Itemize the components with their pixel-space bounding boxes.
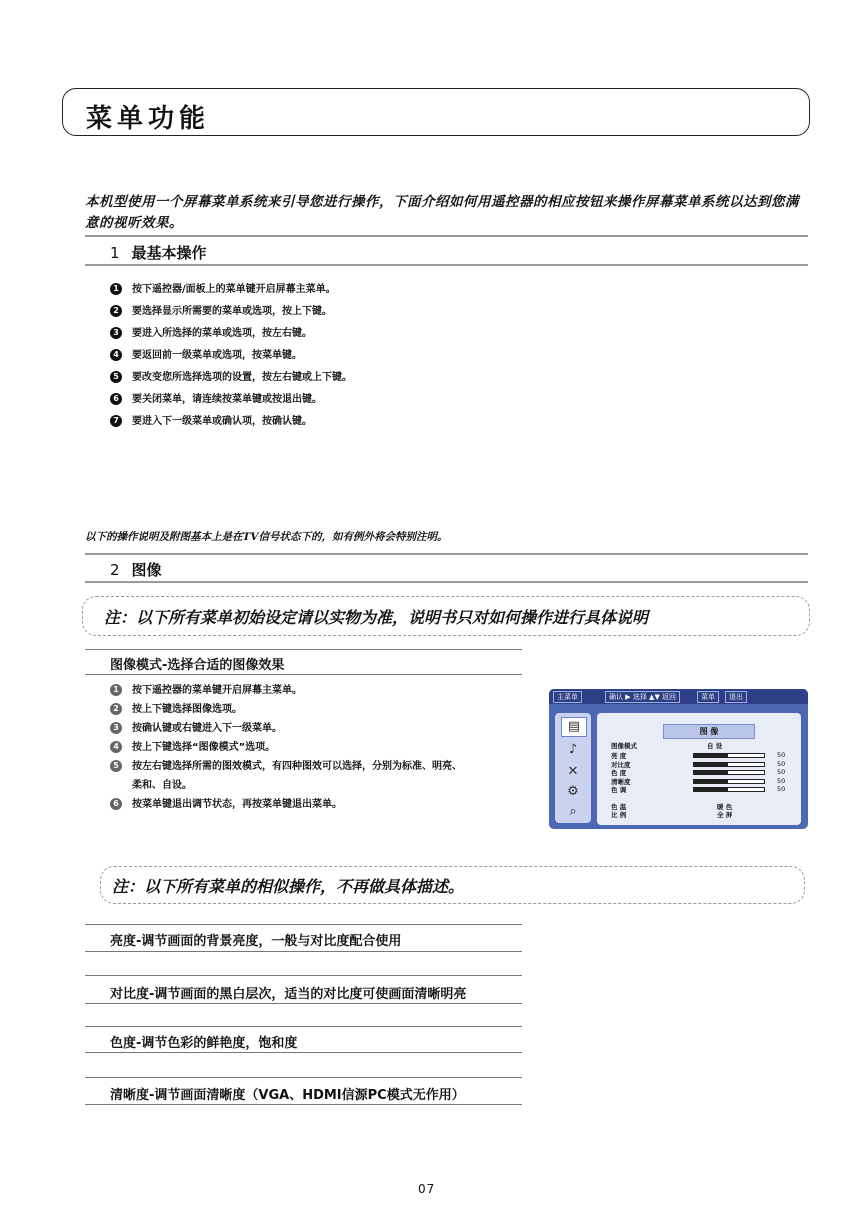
item-color: 色度-调节色彩的鲜艳度，饱和度 [110, 1036, 298, 1051]
step-text: 按左右键选择所需的图效模式，有四种图效可以选择，分别为标准、明亮、 [132, 761, 462, 772]
step-item [110, 326, 352, 342]
section1-steps [110, 282, 352, 430]
step-item [110, 304, 352, 320]
step-number: 3 [110, 327, 122, 339]
section2-steps [110, 681, 462, 814]
item-sharpness: 清晰度-调节画面清晰度（VGA、HDMI信源PC模式无作用） [110, 1088, 465, 1103]
step-item [110, 738, 462, 757]
tools-icon: ✕ [567, 764, 579, 779]
osd-icon-column [555, 713, 591, 823]
step-item [110, 370, 352, 386]
step-text: 要进入所选择的菜单或选项，按左右键。 [132, 328, 312, 339]
osd-row-value: 50 [777, 751, 786, 759]
search-icon: ⌕ [569, 804, 577, 819]
item-contrast: 对比度-调节画面的黑白层次，适当的对比度可使画面清晰明亮 [110, 987, 467, 1002]
step-item [110, 348, 352, 364]
osd-tab-main-menu: 主菜单 [553, 691, 582, 703]
osd-color-temp-label: 色 温 [611, 803, 627, 811]
settings-icon: ⚙ [567, 784, 579, 799]
step-item [110, 282, 352, 298]
note-initial-settings: 注：以下所有菜单初始设定请以实物为准，说明书只对如何操作进行具体说明 [104, 608, 649, 627]
item-rule [85, 924, 522, 925]
step-number: 6 [110, 798, 122, 810]
osd-row-label: 清晰度 [611, 777, 631, 786]
item-rule [85, 1104, 522, 1105]
step-text: 按菜单键退出调节状态，再按菜单键退出菜单。 [132, 799, 342, 810]
step-item [110, 757, 462, 776]
osd-row-level [693, 753, 728, 757]
section1-top-rule [85, 235, 808, 237]
section2-title: 图像 [131, 561, 162, 579]
step-item [110, 795, 462, 814]
osd-ratio-label: 比 例 [611, 811, 627, 819]
osd-row-label: 亮 度 [611, 752, 627, 760]
step-number: 7 [110, 415, 122, 427]
osd-row-label: 对比度 [611, 760, 631, 769]
osd-picture-panel [597, 713, 801, 825]
osd-color-temp-value: 暖 色 [717, 803, 733, 811]
step-item [110, 681, 462, 700]
osd-tab-hint: 确认 ▶ 选择 ▲▼ 返回 [605, 691, 680, 703]
step-text: 按下遥控器/面板上的菜单键开启屏幕主菜单。 [132, 284, 336, 295]
step-number: 5 [110, 760, 122, 772]
step-text: 按上下键选择“图像模式”选项。 [132, 742, 276, 753]
step-item-continued [110, 776, 462, 795]
step-text: 按确认键或右键进入下一级菜单。 [132, 723, 282, 734]
step-number: 6 [110, 393, 122, 405]
step-item [110, 700, 462, 719]
picture-icon: ▤ [561, 717, 587, 737]
osd-mode-value: 自 设 [707, 742, 723, 750]
step-text: 要选择显示所需要的菜单或选项，按上下键。 [132, 306, 332, 317]
step-text: 要进入下一级菜单或确认项，按确认键。 [132, 416, 312, 427]
osd-row-value: 50 [777, 759, 786, 768]
section2-bottom-rule [85, 581, 808, 583]
osd-row-label: 色 度 [611, 769, 627, 777]
tv-signal-note: 以下的操作说明及附图基本上是在TV信号状态下的，如有例外将会特别注明。 [85, 531, 448, 543]
step-item [110, 392, 352, 408]
item-rule [85, 1003, 522, 1004]
step-text: 柔和、自设。 [132, 780, 192, 791]
osd-row-value: 50 [777, 785, 786, 793]
section2-heading [110, 559, 162, 580]
step-item [110, 719, 462, 738]
osd-row-level [693, 762, 728, 766]
step-number: 4 [110, 741, 122, 753]
step-number: 1 [110, 684, 122, 696]
subtitle-top-rule [85, 649, 522, 650]
item-rule [85, 1026, 522, 1027]
step-text: 按上下键选择图像选项。 [132, 704, 242, 715]
step-text: 按下遥控器的菜单键开启屏幕主菜单。 [132, 685, 302, 696]
osd-row-value: 50 [777, 776, 786, 785]
section1-heading [110, 242, 207, 263]
step-number: 1 [110, 283, 122, 295]
picture-mode-subtitle: 图像模式-选择合适的图像效果 [110, 658, 285, 673]
osd-mode-label: 图像模式 [611, 742, 637, 750]
step-number: 4 [110, 349, 122, 361]
osd-row-label: 色 调 [611, 786, 627, 794]
osd-row-level [693, 787, 728, 791]
sound-icon: ♪ [568, 742, 578, 757]
section1-number: 1 [110, 244, 120, 262]
item-brightness: 亮度-调节画面的背景亮度，一般与对比度配合使用 [110, 934, 402, 949]
osd-menu-screenshot [549, 689, 808, 829]
osd-row-value: 50 [777, 768, 786, 776]
item-rule [85, 1077, 522, 1078]
section1-title: 最基本操作 [131, 244, 207, 262]
step-number: 2 [110, 305, 122, 317]
item-rule [85, 975, 522, 976]
step-text: 要关闭菜单，请连续按菜单键或按退出键。 [132, 394, 322, 405]
item-rule [85, 951, 522, 952]
item-rule [85, 1052, 522, 1053]
intro-paragraph: 本机型使用一个屏幕菜单系统来引导您进行操作，下面介绍如何用遥控器的相应按钮来操作屏幕菜单系统以达到您满意的视听效果。 [85, 194, 799, 231]
osd-ratio-value: 全 屏 [717, 811, 733, 819]
osd-row-level [693, 770, 728, 774]
step-number: 2 [110, 703, 122, 715]
section2-number: 2 [110, 561, 120, 579]
osd-row-level [693, 779, 728, 783]
step-text: 要改变您所选择选项的设置，按左右键或上下键。 [132, 372, 352, 383]
step-number: 3 [110, 722, 122, 734]
subtitle-bottom-rule [85, 674, 522, 675]
osd-tab-exit: 退出 [725, 691, 747, 703]
step-item [110, 414, 352, 430]
page-number: 07 [418, 1182, 436, 1196]
page-title: 菜单功能 [86, 104, 211, 134]
step-number: 5 [110, 371, 122, 383]
note-similar-ops: 注：以下所有菜单的相似操作，不再做具体描述。 [112, 877, 465, 896]
step-text: 要返回前一级菜单或选项，按菜单键。 [132, 350, 302, 361]
osd-tab-menu: 菜单 [697, 691, 719, 703]
section2-top-rule [85, 553, 808, 555]
section1-bottom-rule [85, 264, 808, 266]
osd-panel-heading: 图 像 [663, 724, 755, 739]
